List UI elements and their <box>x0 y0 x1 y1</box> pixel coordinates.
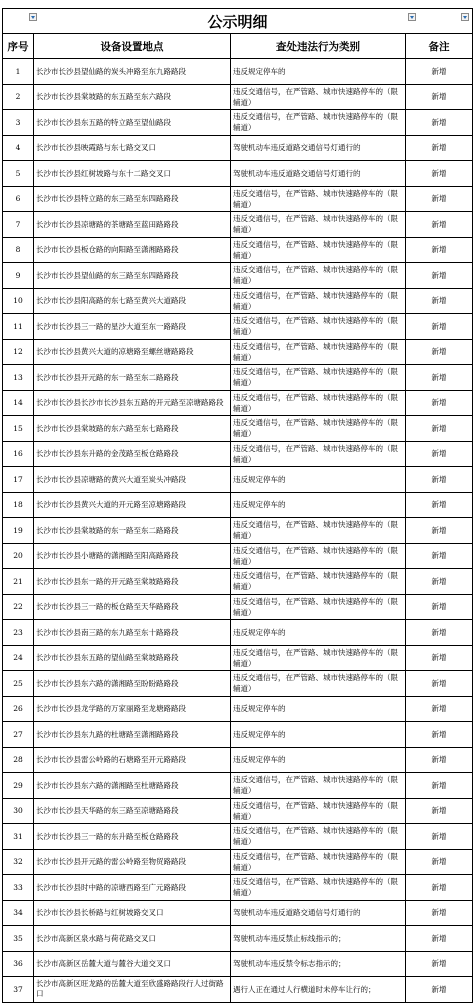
row-num: 23 <box>3 620 34 646</box>
row-note: 新增 <box>406 798 473 824</box>
row-num: 24 <box>3 645 34 671</box>
row-num: 16 <box>3 441 34 467</box>
row-num: 27 <box>3 722 34 748</box>
row-location: 长沙市长沙县三一路的板仓路至天华路路段 <box>34 594 231 620</box>
row-category: 违反交通信号，在严管路、城市快速路停车的（限辅道） <box>231 849 406 875</box>
row-location: 长沙市长沙县棠坡路的东五路至东六路段 <box>34 84 231 110</box>
table-row <box>3 314 473 340</box>
row-note: 新增 <box>406 263 473 289</box>
table-row <box>3 747 473 773</box>
table-row <box>3 237 473 263</box>
row-category: 驾驶机动车违反道路交通信号灯通行的 <box>231 900 406 926</box>
table-row <box>3 926 473 952</box>
row-num: 5 <box>3 161 34 187</box>
row-note: 新增 <box>406 645 473 671</box>
row-category: 违反交通信号，在严管路、城市快速路停车的（限辅道） <box>231 518 406 544</box>
row-num: 34 <box>3 900 34 926</box>
row-note: 新增 <box>406 824 473 850</box>
row-num: 35 <box>3 926 34 952</box>
header-note: 备注 <box>406 34 473 59</box>
row-location: 长沙市长沙县东五路的特立路至望仙路段 <box>34 110 231 136</box>
row-num: 4 <box>3 135 34 161</box>
row-num: 6 <box>3 186 34 212</box>
row-num: 13 <box>3 365 34 391</box>
row-location: 长沙市长沙县长沙市长沙县东五路的开元路至凉塘路路段 <box>34 390 231 416</box>
row-category: 违反交通信号，在严管路、城市快速路停车的（限辅道） <box>231 212 406 238</box>
row-note: 新增 <box>406 212 473 238</box>
table-row <box>3 467 473 493</box>
row-category: 违反规定停车的 <box>231 696 406 722</box>
row-note: 新增 <box>406 594 473 620</box>
row-num: 2 <box>3 84 34 110</box>
row-num: 21 <box>3 569 34 595</box>
row-note: 新增 <box>406 696 473 722</box>
row-note: 新增 <box>406 339 473 365</box>
row-note: 新增 <box>406 84 473 110</box>
row-location: 长沙市长沙县三一路的东升路至板仓路路段 <box>34 824 231 850</box>
row-num: 19 <box>3 518 34 544</box>
table-row <box>3 900 473 926</box>
row-location: 长沙市长沙县东九路的杜塘路至潇湘路路段 <box>34 722 231 748</box>
table-row <box>3 977 473 1003</box>
row-category: 违反交通信号，在严管路、城市快速路停车的（限辅道） <box>231 365 406 391</box>
table-row <box>3 671 473 697</box>
row-num: 36 <box>3 951 34 977</box>
row-category: 驾驶机动车违反道路交通信号灯通行的 <box>231 161 406 187</box>
row-category: 违反交通信号，在严管路、城市快速路停车的（限辅道） <box>231 416 406 442</box>
row-category: 违反交通信号，在严管路、城市快速路停车的（限辅道） <box>231 645 406 671</box>
row-num: 10 <box>3 288 34 314</box>
row-note: 新增 <box>406 569 473 595</box>
row-category: 驾驶机动车违反禁止标线指示的； <box>231 926 406 952</box>
row-location: 长沙市长沙县南三路的东九路至东十路路段 <box>34 620 231 646</box>
table-row <box>3 569 473 595</box>
table-row <box>3 875 473 901</box>
filter-dropdown-icon[interactable] <box>408 13 416 21</box>
row-location: 长沙市高新区岳麓大道与麓谷大道交叉口 <box>34 951 231 977</box>
row-num: 32 <box>3 849 34 875</box>
row-note: 新增 <box>406 441 473 467</box>
row-num: 22 <box>3 594 34 620</box>
table-row <box>3 441 473 467</box>
row-category: 违反规定停车的 <box>231 722 406 748</box>
row-location: 长沙市长沙县映霞路与东七路交叉口 <box>34 135 231 161</box>
row-note: 新增 <box>406 288 473 314</box>
row-num: 20 <box>3 543 34 569</box>
row-location: 长沙市长沙县望仙路的炭头冲路至东九路路段 <box>34 59 231 85</box>
row-category: 违反规定停车的 <box>231 59 406 85</box>
row-num: 1 <box>3 59 34 85</box>
row-category: 违反交通信号，在严管路、城市快速路停车的（限辅道） <box>231 875 406 901</box>
row-category: 违反交通信号，在严管路、城市快速路停车的（限辅道） <box>231 671 406 697</box>
row-category: 违反规定停车的 <box>231 747 406 773</box>
detail-table <box>2 8 473 1003</box>
table-row <box>3 110 473 136</box>
row-location: 长沙市长沙县特立路的东三路至东四路路段 <box>34 186 231 212</box>
row-location: 长沙市长沙县龙学路的万家丽路至龙塘路路段 <box>34 696 231 722</box>
row-category: 遇行人正在通过人行横道时未停车让行的； <box>231 977 406 1003</box>
row-num: 11 <box>3 314 34 340</box>
row-note: 新增 <box>406 416 473 442</box>
row-num: 25 <box>3 671 34 697</box>
table-row <box>3 186 473 212</box>
row-category: 违反交通信号，在严管路、城市快速路停车的（限辅道） <box>231 84 406 110</box>
row-location: 长沙市长沙县开元路的东一路至东二路路段 <box>34 365 231 391</box>
row-location: 长沙市长沙县黄兴大道的凉塘路至螺丝塘路路段 <box>34 339 231 365</box>
row-location: 长沙市长沙县黄兴大道的开元路至凉塘路路段 <box>34 492 231 518</box>
row-location: 长沙市长沙县东升路的金茂路至板仓路路段 <box>34 441 231 467</box>
page-title: 公示明细 <box>207 12 268 31</box>
row-location: 长沙市长沙县板仓路的向阳路至潇湘路路段 <box>34 237 231 263</box>
table-row <box>3 518 473 544</box>
row-location: 长沙市长沙县凉塘路的黄兴大道至炭头冲路段 <box>34 467 231 493</box>
row-category: 违反交通信号，在严管路、城市快速路停车的（限辅道） <box>231 543 406 569</box>
table-row <box>3 696 473 722</box>
row-location: 长沙市长沙县东五路的望仙路至棠坡路路段 <box>34 645 231 671</box>
row-note: 新增 <box>406 849 473 875</box>
row-category: 驾驶机动车违反禁令标志指示的； <box>231 951 406 977</box>
table-row <box>3 263 473 289</box>
row-note: 新增 <box>406 977 473 1003</box>
row-category: 违反交通信号，在严管路、城市快速路停车的（限辅道） <box>231 798 406 824</box>
row-num: 14 <box>3 390 34 416</box>
row-note: 新增 <box>406 59 473 85</box>
title-cell <box>3 9 473 34</box>
row-note: 新增 <box>406 722 473 748</box>
row-num: 17 <box>3 467 34 493</box>
row-num: 26 <box>3 696 34 722</box>
header-category: 查处违法行为类别 <box>231 34 406 59</box>
table-row <box>3 135 473 161</box>
row-num: 8 <box>3 237 34 263</box>
table-row <box>3 798 473 824</box>
row-num: 15 <box>3 416 34 442</box>
table-row <box>3 645 473 671</box>
table-row <box>3 722 473 748</box>
filter-dropdown-icon[interactable] <box>29 13 37 21</box>
row-num: 28 <box>3 747 34 773</box>
row-category: 违反交通信号，在严管路、城市快速路停车的（限辅道） <box>231 773 406 799</box>
row-note: 新增 <box>406 518 473 544</box>
row-note: 新增 <box>406 951 473 977</box>
row-note: 新增 <box>406 365 473 391</box>
row-category: 违反交通信号，在严管路、城市快速路停车的（限辅道） <box>231 390 406 416</box>
row-location: 长沙市长沙县时中路的凉塘西路至广元路路段 <box>34 875 231 901</box>
row-category: 违反规定停车的 <box>231 467 406 493</box>
table-row <box>3 339 473 365</box>
row-note: 新增 <box>406 467 473 493</box>
row-category: 违反交通信号，在严管路、城市快速路停车的（限辅道） <box>231 824 406 850</box>
header-row <box>3 34 473 59</box>
table-row <box>3 543 473 569</box>
row-note: 新增 <box>406 390 473 416</box>
row-note: 新增 <box>406 135 473 161</box>
row-note: 新增 <box>406 161 473 187</box>
row-location: 长沙市高新区旺龙路的岳麓大道至欣盛路路段行人过街路口 <box>34 977 231 1003</box>
row-note: 新增 <box>406 110 473 136</box>
row-category: 违反交通信号，在严管路、城市快速路停车的（限辅道） <box>231 237 406 263</box>
row-location: 长沙市高新区泉水路与荷花路交叉口 <box>34 926 231 952</box>
row-category: 违反交通信号，在严管路、城市快速路停车的（限辅道） <box>231 110 406 136</box>
row-category: 违反规定停车的 <box>231 620 406 646</box>
table-row <box>3 365 473 391</box>
row-num: 12 <box>3 339 34 365</box>
row-category: 违反交通信号，在严管路、城市快速路停车的（限辅道） <box>231 263 406 289</box>
row-location: 长沙市长沙县小塘路的潇湘路至阳高路路段 <box>34 543 231 569</box>
row-location: 长沙市长沙县棠坡路的东一路至东二路路段 <box>34 518 231 544</box>
row-num: 29 <box>3 773 34 799</box>
row-category: 违反交通信号，在严管路、城市快速路停车的（限辅道） <box>231 186 406 212</box>
row-note: 新增 <box>406 186 473 212</box>
row-note: 新增 <box>406 747 473 773</box>
table-row <box>3 161 473 187</box>
row-category: 违反交通信号，在严管路、城市快速路停车的（限辅道） <box>231 441 406 467</box>
row-num: 30 <box>3 798 34 824</box>
table-row <box>3 212 473 238</box>
row-location: 长沙市长沙县长桥路与红树坡路交叉口 <box>34 900 231 926</box>
row-note: 新增 <box>406 620 473 646</box>
table-row <box>3 594 473 620</box>
row-location: 长沙市长沙县东六路的潇湘路至盼盼路路段 <box>34 671 231 697</box>
table-row <box>3 416 473 442</box>
row-note: 新增 <box>406 900 473 926</box>
row-note: 新增 <box>406 492 473 518</box>
row-location: 长沙市长沙县三一路的星沙大道至东一路路段 <box>34 314 231 340</box>
row-num: 33 <box>3 875 34 901</box>
table-row <box>3 84 473 110</box>
row-location: 长沙市长沙县开元路的雷公岭路至物贸路路段 <box>34 849 231 875</box>
row-category: 驾驶机动车违反道路交通信号灯通行的 <box>231 135 406 161</box>
row-num: 31 <box>3 824 34 850</box>
row-note: 新增 <box>406 773 473 799</box>
table-row <box>3 390 473 416</box>
row-note: 新增 <box>406 671 473 697</box>
row-location: 长沙市长沙县阳高路的东七路至黄兴大道路段 <box>34 288 231 314</box>
table-row <box>3 951 473 977</box>
row-num: 18 <box>3 492 34 518</box>
row-num: 7 <box>3 212 34 238</box>
filter-dropdown-icon[interactable] <box>461 13 469 21</box>
title-row <box>3 9 473 34</box>
row-note: 新增 <box>406 875 473 901</box>
row-note: 新增 <box>406 543 473 569</box>
table-row <box>3 59 473 85</box>
row-category: 违反交通信号，在严管路、城市快速路停车的（限辅道） <box>231 288 406 314</box>
row-location: 长沙市长沙县东一路的开元路至棠坡路路段 <box>34 569 231 595</box>
table-row <box>3 492 473 518</box>
row-category: 违反规定停车的 <box>231 492 406 518</box>
row-num: 9 <box>3 263 34 289</box>
row-note: 新增 <box>406 314 473 340</box>
table-row <box>3 849 473 875</box>
row-location: 长沙市长沙县红树坡路与东十二路交叉口 <box>34 161 231 187</box>
row-location: 长沙市长沙县雷公岭路的石塘路至开元路路段 <box>34 747 231 773</box>
header-location: 设备设置地点 <box>34 34 231 59</box>
row-note: 新增 <box>406 237 473 263</box>
row-num: 3 <box>3 110 34 136</box>
row-num: 37 <box>3 977 34 1003</box>
row-note: 新增 <box>406 926 473 952</box>
row-location: 长沙市长沙县天华路的东三路至凉塘路路段 <box>34 798 231 824</box>
row-category: 违反交通信号，在严管路、城市快速路停车的（限辅道） <box>231 314 406 340</box>
table-row <box>3 824 473 850</box>
row-category: 违反交通信号，在严管路、城市快速路停车的（限辅道） <box>231 569 406 595</box>
row-category: 违反交通信号，在严管路、城市快速路停车的（限辅道） <box>231 594 406 620</box>
notice-sheet <box>2 8 472 1003</box>
table-row <box>3 773 473 799</box>
table-row <box>3 288 473 314</box>
row-category: 违反交通信号，在严管路、城市快速路停车的（限辅道） <box>231 339 406 365</box>
row-location: 长沙市长沙县棠坡路的东六路至东七路路段 <box>34 416 231 442</box>
row-location: 长沙市长沙县望仙路的东三路至东四路路段 <box>34 263 231 289</box>
row-location: 长沙市长沙县凉塘路的茶塘路至蓝田路路段 <box>34 212 231 238</box>
table-row <box>3 620 473 646</box>
header-num: 序号 <box>3 34 34 59</box>
row-location: 长沙市长沙县东六路的潇湘路至杜塘路路段 <box>34 773 231 799</box>
